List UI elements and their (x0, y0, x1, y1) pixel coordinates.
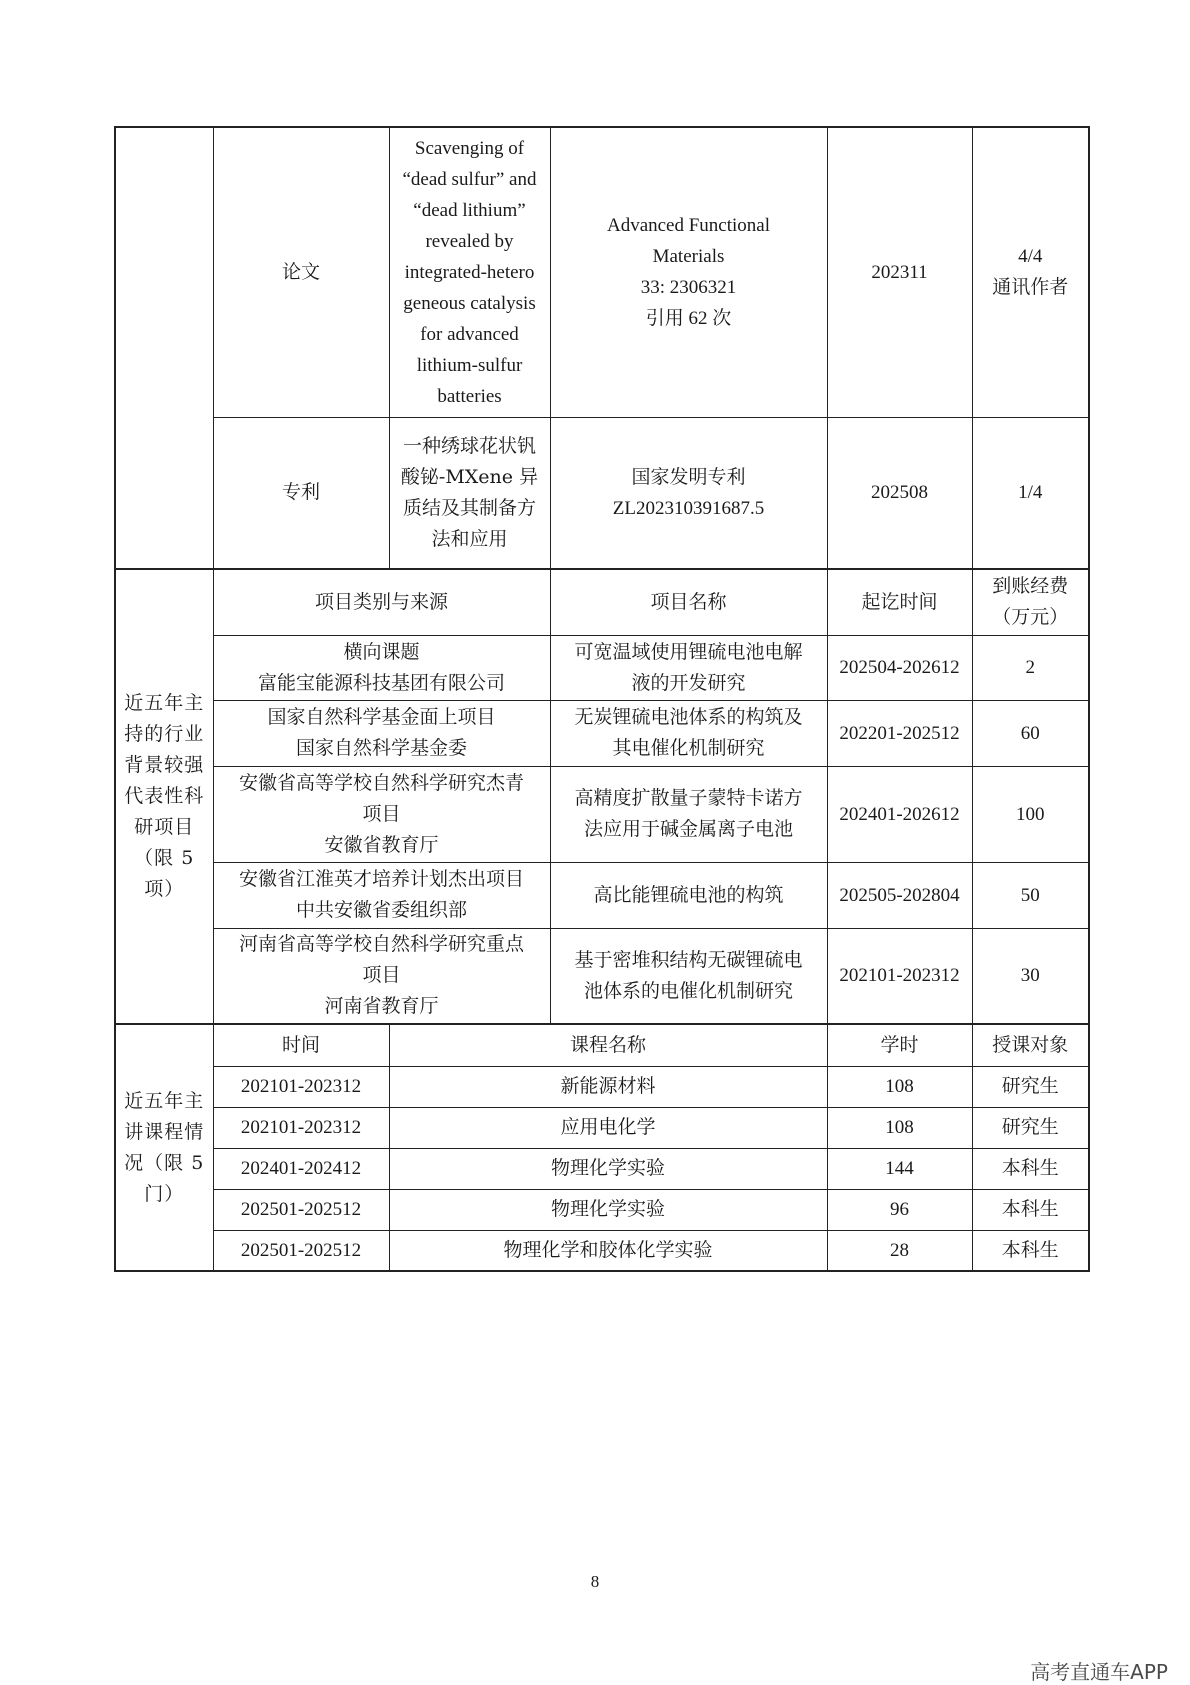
course-audience: 研究生 (972, 1107, 1089, 1148)
project-period: 202101-202312 (827, 928, 972, 1024)
course-name: 物理化学和胶体化学实验 (389, 1230, 827, 1271)
course-time: 202401-202412 (213, 1148, 389, 1189)
patent-rank: 1/4 (972, 417, 1089, 569)
patent-date: 202508 (827, 417, 972, 569)
project-row (115, 635, 1089, 700)
projects-header-row (115, 569, 1089, 635)
project-period: 202504-202612 (827, 635, 972, 700)
paper-type: 论文 (213, 127, 389, 417)
courses-header-row (115, 1024, 1089, 1066)
project-name: 高精度扩散量子蒙特卡诺方 法应用于碱金属离子电池 (550, 766, 827, 862)
project-name: 高比能锂硫电池的构筑 (550, 862, 827, 928)
patent-source: 国家发明专利 ZL202310391687.5 (550, 417, 827, 569)
patent-row (115, 417, 1089, 569)
course-hours: 108 (827, 1066, 972, 1107)
course-hours: 96 (827, 1189, 972, 1230)
paper-journal: Advanced Functional Materials 33: 2306321 引用 62 次 (550, 127, 827, 417)
course-audience: 本科生 (972, 1148, 1089, 1189)
courses-header-name: 课程名称 (389, 1024, 827, 1066)
course-row (115, 1148, 1089, 1189)
projects-header-category: 项目类别与来源 (213, 569, 550, 635)
courses-header-time: 时间 (213, 1024, 389, 1066)
project-funding: 100 (972, 766, 1089, 862)
course-time: 202501-202512 (213, 1189, 389, 1230)
project-period: 202505-202804 (827, 862, 972, 928)
course-audience: 研究生 (972, 1066, 1089, 1107)
project-category: 河南省高等学校自然科学研究重点 项目 河南省教育厅 (213, 928, 550, 1024)
course-audience: 本科生 (972, 1189, 1089, 1230)
courses-header-audience: 授课对象 (972, 1024, 1089, 1066)
project-funding: 30 (972, 928, 1089, 1024)
page-number: 8 (590, 1572, 600, 1591)
achievement-section-label (115, 127, 213, 569)
course-hours: 28 (827, 1230, 972, 1271)
paper-title: Scavenging of “dead sulfur” and “dead lithium” revealed by integrated-hetero geneous catalysis for advanced lithium-sulfur batteries (389, 127, 550, 417)
course-row (115, 1230, 1089, 1271)
watermark-text: 高考直通车APP (1030, 1660, 1168, 1684)
project-category: 安徽省江淮英才培养计划杰出项目 中共安徽省委组织部 (213, 862, 550, 928)
course-name: 物理化学实验 (389, 1148, 827, 1189)
project-name: 基于密堆积结构无碳锂硫电 池体系的电催化机制研究 (550, 928, 827, 1024)
course-hours: 108 (827, 1107, 972, 1148)
project-name: 可宽温域使用锂硫电池电解 液的开发研究 (550, 635, 827, 700)
patent-title: 一种绣球花状钒 酸铋-MXene 异 质结及其制备方 法和应用 (389, 417, 550, 569)
project-category: 国家自然科学基金面上项目 国家自然科学基金委 (213, 700, 550, 766)
course-name: 应用电化学 (389, 1107, 827, 1148)
course-audience: 本科生 (972, 1230, 1089, 1271)
projects-header-funding: 到账经费 （万元） (972, 569, 1089, 635)
paper-row (115, 127, 1089, 417)
project-row (115, 766, 1089, 862)
project-row (115, 928, 1089, 1024)
project-category: 安徽省高等学校自然科学研究杰青 项目 安徽省教育厅 (213, 766, 550, 862)
project-row (115, 700, 1089, 766)
project-funding: 50 (972, 862, 1089, 928)
paper-date: 202311 (827, 127, 972, 417)
course-name: 物理化学实验 (389, 1189, 827, 1230)
projects-header-name: 项目名称 (550, 569, 827, 635)
project-funding: 60 (972, 700, 1089, 766)
course-hours: 144 (827, 1148, 972, 1189)
course-time: 202101-202312 (213, 1066, 389, 1107)
project-category: 横向课题 富能宝能源科技基团有限公司 (213, 635, 550, 700)
course-row (115, 1066, 1089, 1107)
courses-header-hours: 学时 (827, 1024, 972, 1066)
achievements-table (114, 126, 1090, 1272)
patent-type: 专利 (213, 417, 389, 569)
course-row (115, 1107, 1089, 1148)
project-period: 202401-202612 (827, 766, 972, 862)
course-row (115, 1189, 1089, 1230)
course-name: 新能源材料 (389, 1066, 827, 1107)
project-row (115, 862, 1089, 928)
course-time: 202501-202512 (213, 1230, 389, 1271)
course-time: 202101-202312 (213, 1107, 389, 1148)
project-name: 无炭锂硫电池体系的构筑及 其电催化机制研究 (550, 700, 827, 766)
courses-section-label: 近五年主 讲课程情 况（限 5 门） (115, 1024, 213, 1271)
paper-rank: 4/4 通讯作者 (972, 127, 1089, 417)
project-period: 202201-202512 (827, 700, 972, 766)
project-funding: 2 (972, 635, 1089, 700)
projects-section-label: 近五年主 持的行业 背景较强 代表性科 研项目 （限 5 项） (115, 569, 213, 1024)
projects-header-period: 起讫时间 (827, 569, 972, 635)
